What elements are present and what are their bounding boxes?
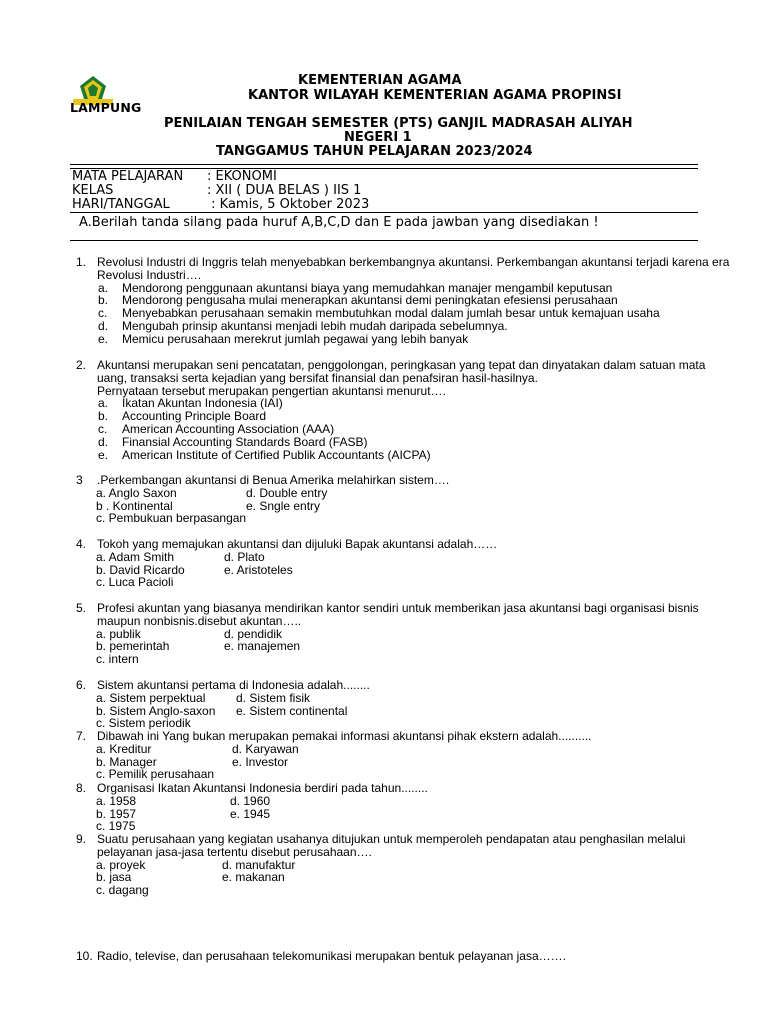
question-number: 7. xyxy=(76,729,87,743)
option-b[interactable]: b. pemerintah xyxy=(96,639,170,654)
header-ministry: KEMENTERIAN AGAMA xyxy=(298,73,462,88)
question-number: 1. xyxy=(76,255,87,269)
option-d[interactable]: d. 1960 xyxy=(230,793,271,808)
instruction-text: A.Berilah tanda silang pada huruf A,B,C,D dan E pada jawban yang disediakan ! xyxy=(79,215,599,230)
header-office: KANTOR WILAYAH KEMENTERIAN AGAMA PROPINSI xyxy=(248,88,622,103)
option-text: American Institute of Certified Publik Accountants (AICPA) xyxy=(122,447,431,462)
question-9 xyxy=(76,833,685,897)
option-d[interactable]: d. Double entry xyxy=(246,485,328,500)
option-d[interactable]: d. manufaktur xyxy=(222,857,296,872)
question-text: Tokoh yang memajukan akuntansi dan dijuluki Bapak akuntansi adalah…… xyxy=(97,537,498,551)
option-text: Mendorong pengusaha mulai menerapkan akuntansi demi peningkatan efesiensi perusahaan xyxy=(122,293,618,308)
question-text: Revolusi Industri…. xyxy=(97,267,202,282)
question-4 xyxy=(76,538,497,589)
option-b[interactable]: b. David Ricardo xyxy=(96,562,185,577)
question-5 xyxy=(76,602,699,666)
option-e[interactable]: e. 1945 xyxy=(230,806,271,821)
option-e[interactable]: e. manajemen xyxy=(224,639,301,654)
option-text: American Accounting Association (AAA) xyxy=(122,421,335,436)
option-e[interactable]: e. makanan xyxy=(222,870,285,885)
header-year: TANGGAMUS TAHUN PELAJARAN 2023/2024 xyxy=(216,144,533,159)
option-letter: a. xyxy=(98,396,109,411)
info-class xyxy=(72,183,361,198)
option-c[interactable]: c. Pemilik perusahaan xyxy=(96,767,215,782)
option-c[interactable]: c. dagang xyxy=(96,883,149,898)
option-b[interactable]: b. Manager xyxy=(96,754,157,769)
option-text: Finansial Accounting Standards Board (FASB) xyxy=(122,434,368,449)
question-text: Radio, televise, dan perusahaan telekomunikasi merupakan bentuk pelayanan jasa……. xyxy=(97,949,566,963)
option-c[interactable]: c. Pembukuan berpasangan xyxy=(96,511,247,526)
question-text: Dibawah ini Yang bukan merupakan pemakai informasi akuntansi pihak ekstern adalah.......... xyxy=(97,729,592,743)
question-text: maupun nonbisnis.disebut akuntan….. xyxy=(97,613,302,628)
question-number: 2. xyxy=(76,358,87,372)
option-text: Accounting Principle Board xyxy=(122,409,267,424)
option-text: Menyebabkan perusahaan semakin membutuhkan modal dalam jumlah besar untuk kemajuan usaha xyxy=(122,306,660,321)
question-8 xyxy=(76,782,430,833)
option-c[interactable]: c. Sistem periodik xyxy=(96,716,191,731)
option-e[interactable] xyxy=(76,449,705,462)
option-a[interactable]: a. publik xyxy=(96,626,141,641)
question-3 xyxy=(76,474,449,525)
header-school: NEGERI 1 xyxy=(344,130,412,145)
logo-caption: LAMPUNG xyxy=(70,100,142,115)
option-text: Mendorong penggunaan akuntansi biaya yang memudahkan manajer mengambil keputusan xyxy=(122,280,613,295)
question-7 xyxy=(76,730,592,781)
question-text: Akuntansi merupakan seni pencatatan, penggolongan, peringkasan yang tepat dan dinyatakan dalam satuan mata xyxy=(97,358,706,372)
question-number: 8. xyxy=(76,781,87,795)
option-letter: a. xyxy=(98,280,109,295)
question-text: Sistem akuntansi pertama di Indonesia adalah........ xyxy=(97,678,370,692)
question-number: 5. xyxy=(76,601,87,615)
option-c[interactable]: c. intern xyxy=(96,652,139,667)
question-text: .Perkembangan akuntansi di Benua Amerika melahirkan sistem…. xyxy=(97,473,450,487)
question-number: 6. xyxy=(76,678,87,692)
question-number: 3 xyxy=(76,473,83,487)
option-a[interactable]: a. Sistem perpektual xyxy=(96,690,206,705)
option-b[interactable]: b. Sistem Anglo-saxon xyxy=(96,703,216,718)
option-text: Ikatan Akuntan Indonesia (IAI) xyxy=(122,396,283,411)
question-text: Profesi akuntan yang biasanya mendirikan kantor sendiri untuk memberikan jasa akuntansi bagi organisasi bisnis xyxy=(97,601,699,615)
info-label: MATA PELAJARAN xyxy=(72,169,184,184)
question-number: 10. xyxy=(76,949,93,963)
option-d[interactable]: d. Plato xyxy=(224,549,265,564)
question-6 xyxy=(76,679,436,730)
info-date xyxy=(72,197,369,212)
info-value: : EKONOMI xyxy=(207,169,277,184)
option-e[interactable] xyxy=(76,333,729,346)
question-1 xyxy=(76,256,729,346)
info-subject xyxy=(72,169,277,184)
option-a[interactable]: a. 1958 xyxy=(96,793,137,808)
option-letter: e. xyxy=(98,447,109,462)
option-a[interactable]: a. proyek xyxy=(96,857,146,872)
question-number: 4. xyxy=(76,537,87,551)
option-a[interactable]: a. Adam Smith xyxy=(96,549,175,564)
option-d[interactable]: d. Sistem fisik xyxy=(236,690,311,705)
option-letter: c. xyxy=(98,421,108,436)
option-b[interactable]: b. jasa xyxy=(96,870,132,885)
question-text: uang, transaksi serta kejadian yang bersifat finansial dan penafsiran hasil-hasilnya. xyxy=(97,370,538,385)
option-c[interactable]: c. Luca Pacioli xyxy=(96,575,174,590)
question-text: Pernyataan tersebut merupakan pengertian akuntansi menurut…. xyxy=(97,383,446,398)
info-value: : XII ( DUA BELAS ) IIS 1 xyxy=(207,183,362,198)
option-letter: b. xyxy=(98,409,109,424)
option-e[interactable]: e. Investor xyxy=(232,754,289,769)
option-b[interactable]: b . Kontinental xyxy=(96,498,173,513)
option-letter: d. xyxy=(98,318,109,333)
question-text: Organisasi Ikatan Akuntansi Indonesia berdiri pada tahun........ xyxy=(97,781,428,795)
question-text: Suatu perusahaan yang kegiatan usahanya ditujukan untuk memperoleh pendapatan atau penghasilan melalui xyxy=(97,832,686,846)
option-text: Mengubah prinsip akuntansi menjadi lebih mudah daripada sebelumnya. xyxy=(122,318,508,333)
question-text: pelayanan jasa-jasa tertentu disebut perusahaan…. xyxy=(97,844,372,859)
option-letter: b. xyxy=(98,293,109,308)
info-label: KELAS xyxy=(72,183,114,198)
info-label: HARI/TANGGAL xyxy=(72,197,170,212)
option-text: Memicu perusahaan merekrut jumlah pegawai yang lebih banyak xyxy=(122,331,469,346)
info-value: : Kamis, 5 Oktober 2023 xyxy=(207,197,370,212)
option-a[interactable]: a. Kreditur xyxy=(96,741,152,756)
header-exam-title: PENILAIAN TENGAH SEMESTER (PTS) GANJIL MADRASAH ALIYAH xyxy=(164,116,633,131)
option-d[interactable]: d. Karyawan xyxy=(232,741,299,756)
option-b[interactable]: b. 1957 xyxy=(96,806,137,821)
instruction-divider xyxy=(70,240,698,241)
option-a[interactable]: a. Anglo Saxon xyxy=(96,485,177,500)
question-text: Revolusi Industri di Inggris telah menyebabkan berkembangnya akuntansi. Perkembangan akuntansi terjadi karena era xyxy=(97,255,730,269)
question-2 xyxy=(76,359,705,461)
question-10 xyxy=(76,950,566,963)
option-letter: d. xyxy=(98,434,109,449)
option-c[interactable]: c. 1975 xyxy=(96,819,136,834)
option-e[interactable]: e. Aristoteles xyxy=(224,562,293,577)
option-letter: c. xyxy=(98,306,108,321)
question-number: 9. xyxy=(76,832,87,846)
info-divider xyxy=(70,212,698,213)
option-letter: e. xyxy=(98,331,109,346)
option-e[interactable]: e. Sngle entry xyxy=(246,498,321,513)
header-divider-top xyxy=(70,164,698,165)
option-d[interactable]: d. pendidik xyxy=(224,626,283,641)
option-e[interactable]: e. Sistem continental xyxy=(236,703,348,718)
